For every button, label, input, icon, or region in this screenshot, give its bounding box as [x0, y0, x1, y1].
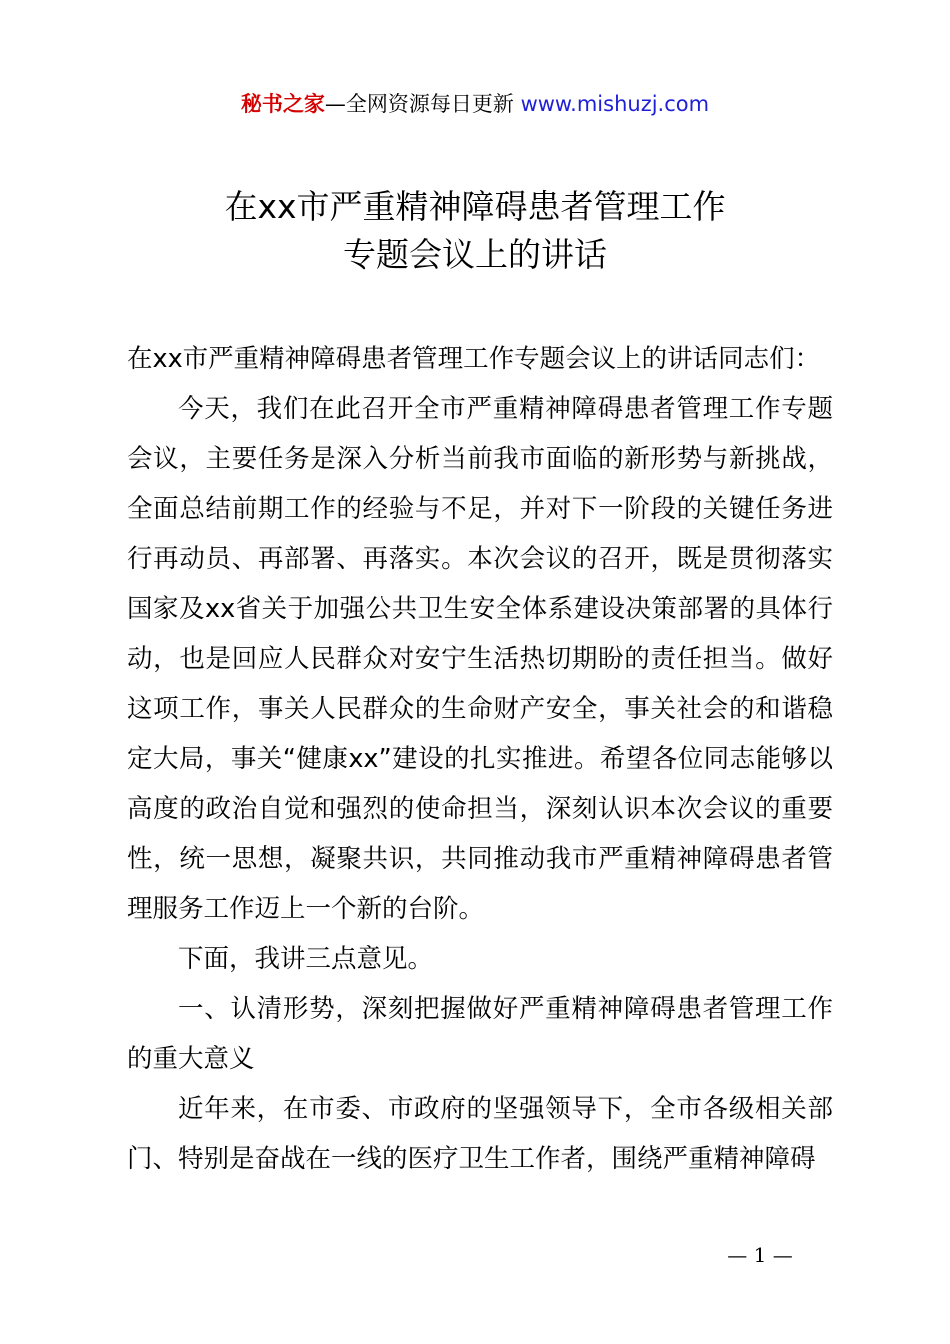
body-paragraph: 下面，我讲三点意见。 — [178, 944, 434, 974]
site-tagline: —全网资源每日更新 — [324, 92, 521, 116]
section-heading: 一、认清形势，深刻把握做好严重精神障碍患者管理工作的重大意义 — [127, 994, 833, 1074]
brand-name: 秘书之家 — [240, 92, 325, 116]
site-url[interactable]: www.mishuzj.com — [520, 92, 710, 116]
site-header — [0, 88, 950, 120]
body-paragraph: 今天，我们在此召开全市严重精神障碍患者管理工作专题会议，主要任务是深入分析当前我市面临的新形势与新挑战，全面总结前期工作的经验与不足，并对下一阶段的关键任务进行再动员、再部署、再落实。本次会议的召开，既是贯彻落实国家及xx省关于加强公共卫生安全体系建设决策部署的具体行动，也是回应人民群众对安宁生活热切期盼的责任担当。做好这项工作，事关人民群众的生命财产安全，事关社会的和谐稳定大局，事关“健康xx”建设的扎实推进。希望各位同志能够以高度的政治自觉和强烈的使命担当，深刻认识本次会议的重要性，统一思想，凝聚共识，共同推动我市严重精神障碍患者管理服务工作迈上一个新的台阶。 — [127, 394, 833, 924]
title-line-1: 在xx市严重精神障碍患者管理工作 — [224, 187, 726, 226]
body-paragraph: 近年来，在市委、市政府的坚强领导下，全市各级相关部门、特别是奋战在一线的医疗卫生工作者，围绕严重精神障碍 — [127, 1094, 833, 1174]
document-body — [127, 334, 833, 1184]
salutation-paragraph: 在xx市严重精神障碍患者管理工作专题会议上的讲话同志们： — [127, 344, 821, 374]
title-line-2: 专题会议上的讲话 — [343, 235, 607, 274]
page-number: — 1 — — [727, 1243, 793, 1267]
document-title — [0, 183, 950, 279]
